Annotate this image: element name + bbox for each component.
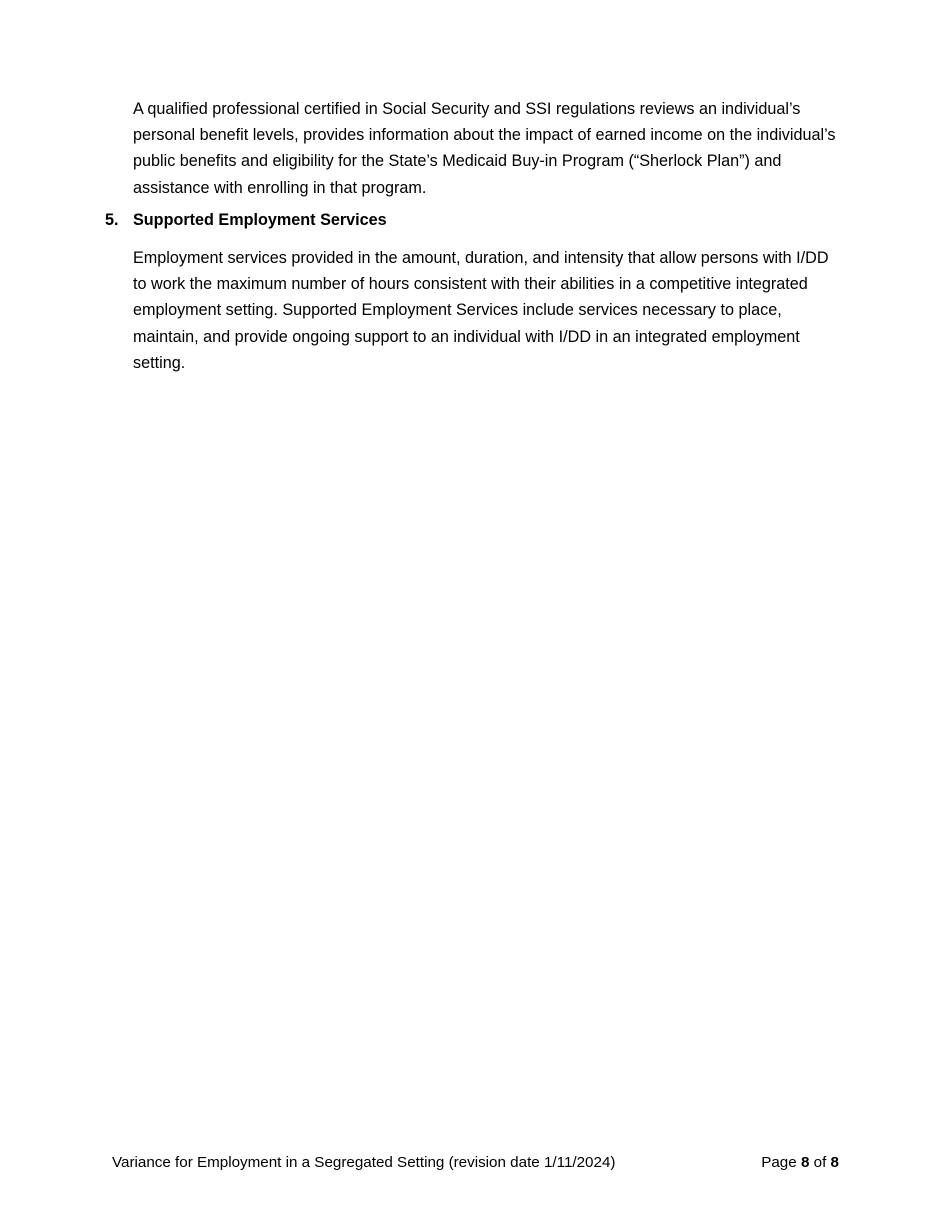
- footer-document-title: Variance for Employment in a Segregated Setting (revision date 1/11/2024): [112, 1154, 616, 1171]
- page-footer: [112, 1152, 839, 1174]
- page-prefix: Page: [761, 1154, 797, 1171]
- section-title: Supported Employment Services: [133, 211, 387, 229]
- page-of: of: [813, 1154, 827, 1171]
- section-heading: [105, 207, 387, 233]
- page-current: 8: [800, 1154, 810, 1171]
- page-total: 8: [830, 1154, 839, 1171]
- intro-paragraph: A qualified professional certified in Social Security and SSI regulations reviews an individual’s personal benefit levels, provides information about the impact of earned income on the individual’s public benefits and eligibility for the State’s Medicaid Buy-in Program (“Sherlock Plan”) and assistance with enrolling in that program.: [133, 100, 836, 197]
- section-paragraph: Employment services provided in the amount, duration, and intensity that allow persons with I/DD to work the maximum number of hours consistent with their abilities in a competitive integrated employment setting. Supported Employment Services include services necessary to place, maintain, and provide ongoing support to an individual with I/DD in an integrated employment setting.: [133, 249, 829, 372]
- footer-page-number: [761, 1152, 839, 1174]
- section-number: 5.: [105, 211, 119, 229]
